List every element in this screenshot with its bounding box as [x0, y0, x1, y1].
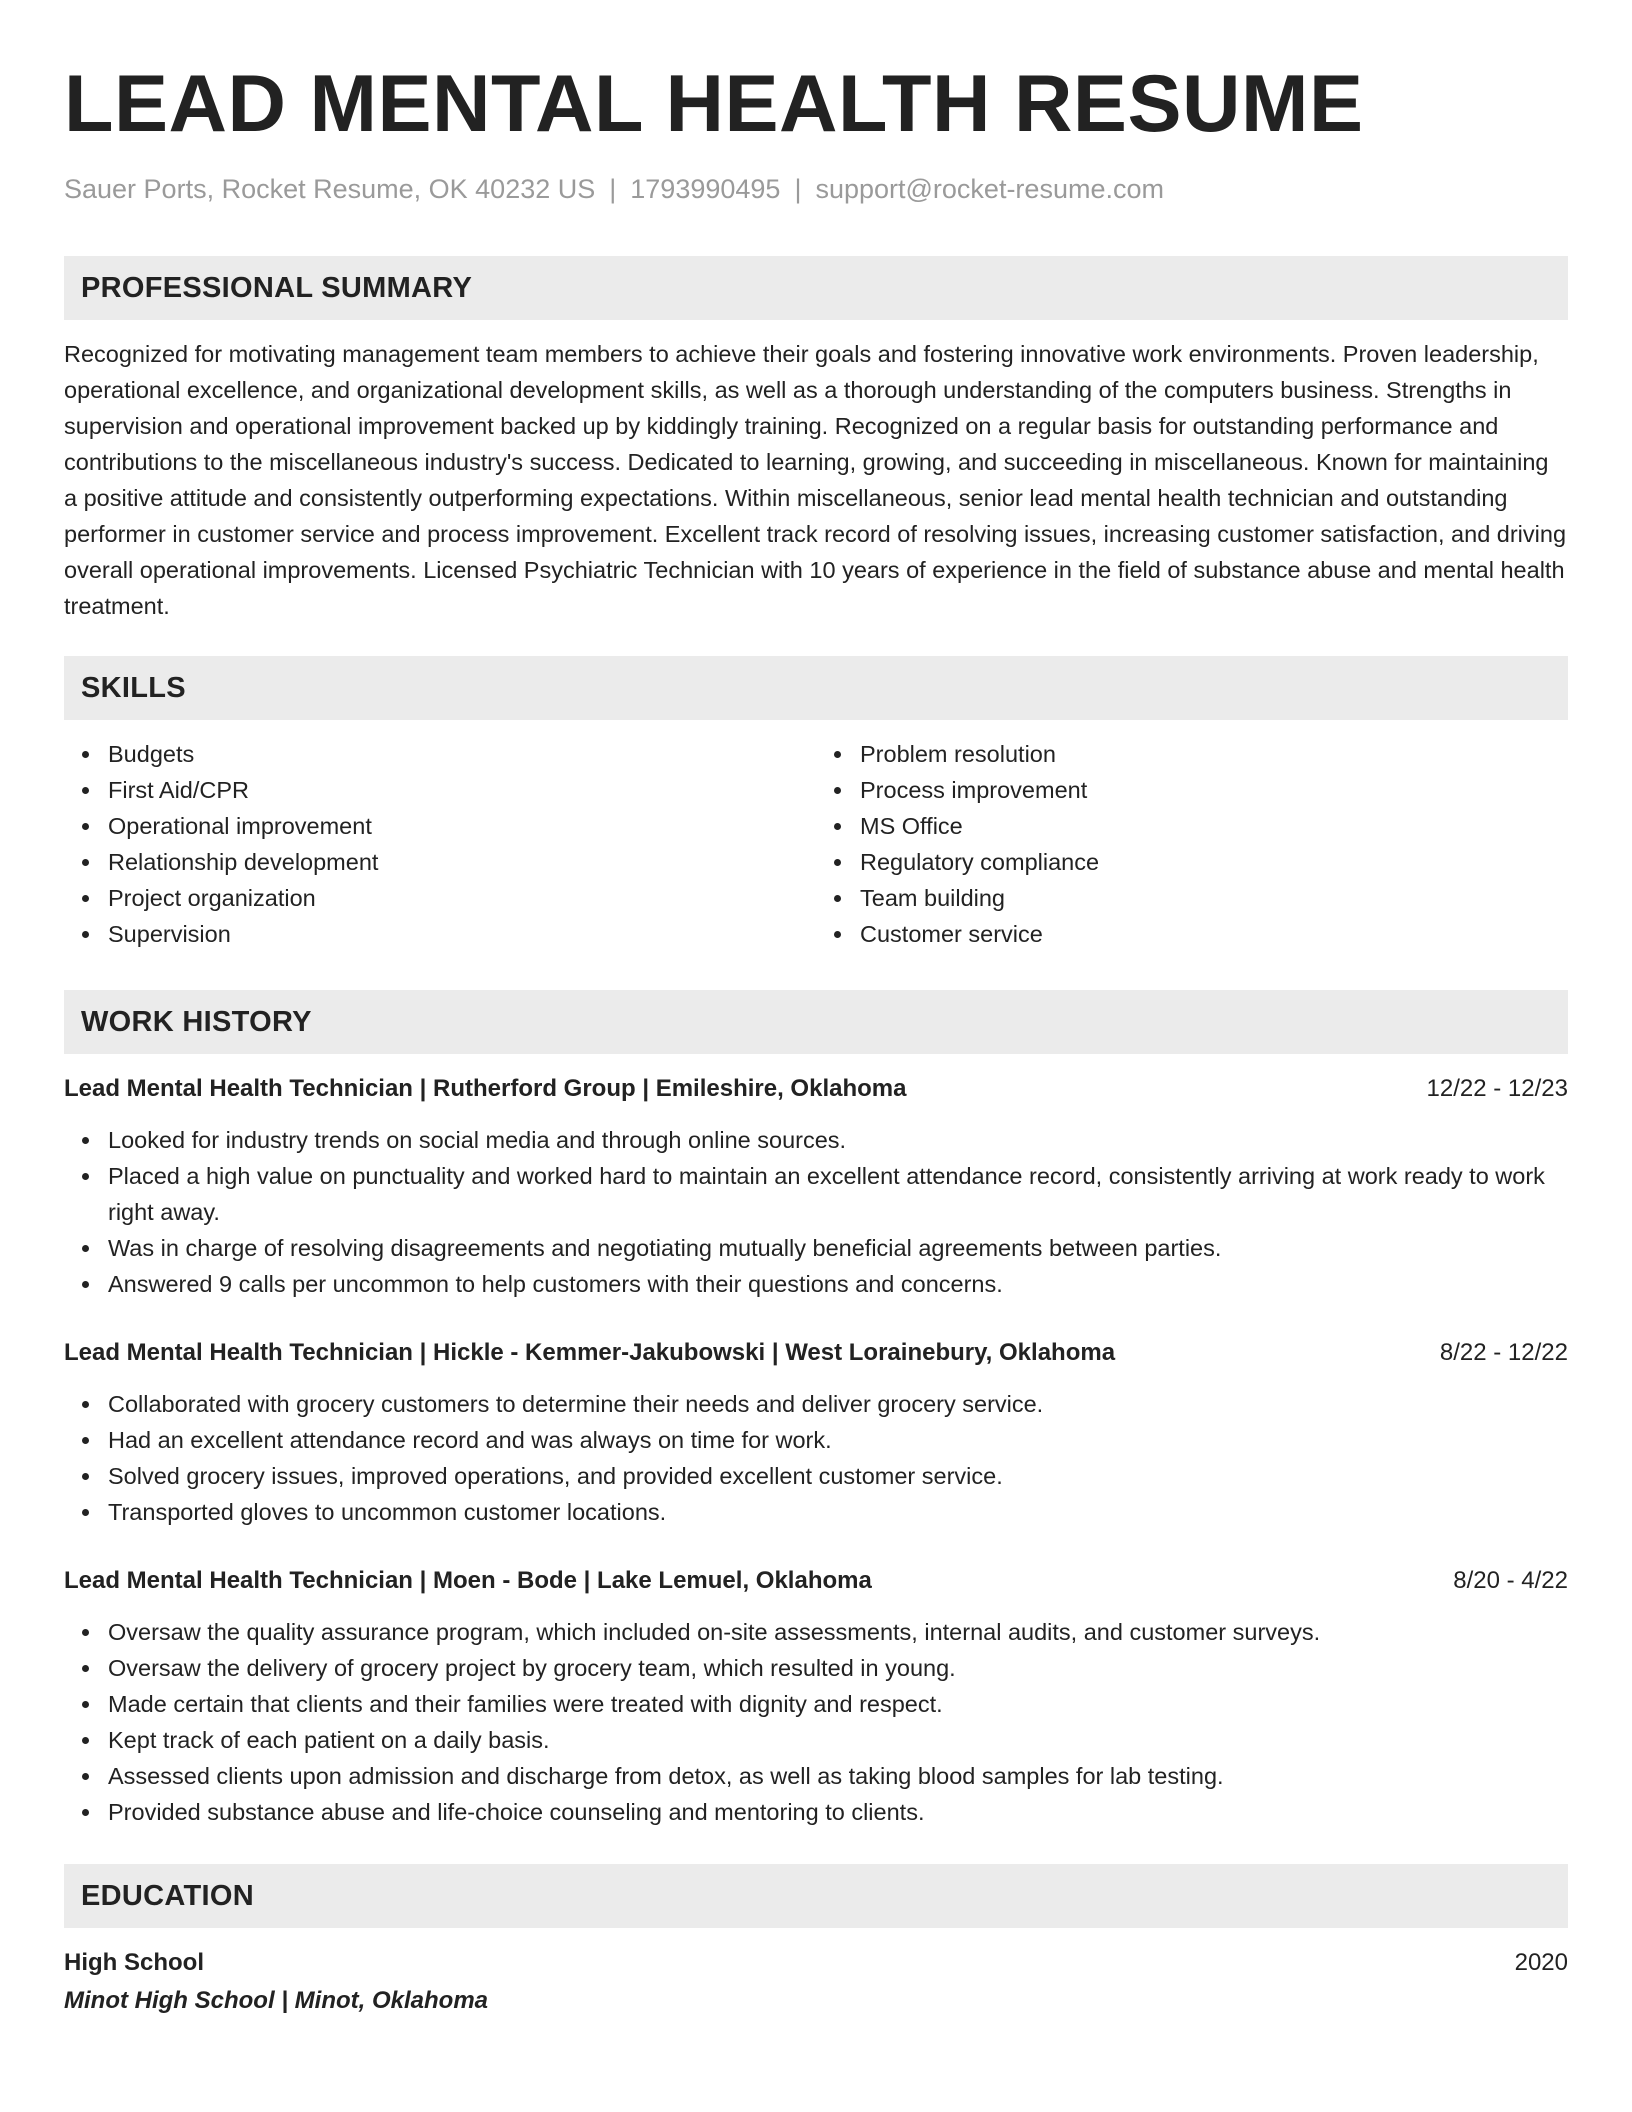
- job-bullet: Oversaw the delivery of grocery project by grocery team, which resulted in young.: [108, 1650, 1568, 1686]
- job-bullet: Placed a high value on punctuality and worked hard to maintain an excellent attendance record, consistently arriving at work ready to work right away.: [108, 1158, 1568, 1230]
- skill-item: Team building: [860, 880, 1568, 916]
- job-heading-row: [64, 1336, 1568, 1370]
- job-entry: [64, 1564, 1568, 1830]
- skills-section-header: [64, 656, 1568, 720]
- skill-item: Process improvement: [860, 772, 1568, 808]
- job-heading: Lead Mental Health Technician | Hickle - Kemmer-Jakubowski | West Lorainebury, Oklahoma: [64, 1339, 1116, 1366]
- job-bullet: Looked for industry trends on social media and through online sources.: [108, 1122, 1568, 1158]
- job-dates: 12/22 - 12/23: [1426, 1075, 1568, 1102]
- contact-phone: 1793990495: [630, 174, 781, 204]
- education-section-header: [64, 1864, 1568, 1928]
- skill-item: Relationship development: [108, 844, 816, 880]
- job-bullet: Was in charge of resolving disagreements and negotiating mutually beneficial agreements between parties.: [108, 1230, 1568, 1266]
- job-bullet-list: [64, 1614, 1568, 1830]
- work-history-section-header: [64, 990, 1568, 1054]
- job-bullet: Transported gloves to uncommon customer locations.: [108, 1494, 1568, 1530]
- summary-section-header: [64, 256, 1568, 320]
- contact-line: [64, 172, 1568, 206]
- education-school: Minot High School | Minot, Oklahoma: [64, 1987, 489, 2014]
- job-bullet-list: [64, 1386, 1568, 1530]
- job-bullet: Made certain that clients and their families were treated with dignity and respect.: [108, 1686, 1568, 1722]
- job-heading-row: [64, 1564, 1568, 1598]
- job-heading: Lead Mental Health Technician | Moen - Bode | Lake Lemuel, Oklahoma: [64, 1567, 872, 1594]
- job-bullet: Oversaw the quality assurance program, which included on-site assessments, internal audits, and customer surveys.: [108, 1614, 1568, 1650]
- skill-item: Project organization: [108, 880, 816, 916]
- job-heading: Lead Mental Health Technician | Rutherford Group | Emileshire, Oklahoma: [64, 1075, 907, 1102]
- education-year: 2020: [1514, 1949, 1568, 1976]
- job-bullet: Kept track of each patient on a daily basis.: [108, 1722, 1568, 1758]
- job-dates: 8/20 - 4/22: [1453, 1567, 1568, 1594]
- education-row: [64, 1944, 1568, 1982]
- skill-item: Customer service: [860, 916, 1568, 952]
- contact-address: Sauer Ports, Rocket Resume, OK 40232 US: [64, 174, 596, 204]
- skills-section-title: SKILLS: [81, 671, 186, 704]
- contact-separator: |: [609, 174, 617, 204]
- resume-title: LEAD MENTAL HEALTH RESUME: [64, 59, 1364, 149]
- skill-item: Regulatory compliance: [860, 844, 1568, 880]
- skills-grid: [64, 736, 1568, 952]
- skill-item: Supervision: [108, 916, 816, 952]
- job-bullet: Answered 9 calls per uncommon to help customers with their questions and concerns.: [108, 1266, 1568, 1302]
- summary-section-title: PROFESSIONAL SUMMARY: [81, 271, 473, 304]
- contact-email[interactable]: support@rocket-resume.com: [815, 174, 1164, 204]
- skill-item: Problem resolution: [860, 736, 1568, 772]
- skill-item: Operational improvement: [108, 808, 816, 844]
- job-dates: 8/22 - 12/22: [1439, 1339, 1568, 1366]
- summary-text: Recognized for motivating management team members to achieve their goals and fostering innovative work environments. Proven leadership, operational excellence, and organizational development skills, as well as a thorough understanding of the computers business. Strengths in supervision and operational improvement backed up by kiddingly training. Recognized on a regular basis for outstanding performance and contributions to the miscellaneous industry's success. Dedicated to learning, growing, and succeeding in miscellaneous. Known for maintaining a positive attitude and consistently outperforming expectations. Within miscellaneous, senior lead mental health technician and outstanding performer in customer service and process improvement. Excellent track record of resolving issues, increasing customer satisfaction, and driving overall operational improvements. Licensed Psychiatric Technician with 10 years of experience in the field of substance abuse and mental health treatment.: [64, 341, 1567, 619]
- skills-column-left: [64, 736, 816, 952]
- job-bullet-list: [64, 1122, 1568, 1302]
- job-bullet: Had an excellent attendance record and was always on time for work.: [108, 1422, 1568, 1458]
- education-degree: High School: [64, 1949, 204, 1976]
- job-entry: [64, 1072, 1568, 1302]
- job-heading-row: [64, 1072, 1568, 1106]
- skill-item: Budgets: [108, 736, 816, 772]
- skill-item: First Aid/CPR: [108, 772, 816, 808]
- education-section-title: EDUCATION: [81, 1879, 254, 1912]
- job-bullet: Solved grocery issues, improved operations, and provided excellent customer service.: [108, 1458, 1568, 1494]
- skill-item: MS Office: [860, 808, 1568, 844]
- job-bullet: Collaborated with grocery customers to determine their needs and deliver grocery service.: [108, 1386, 1568, 1422]
- job-bullet: Assessed clients upon admission and discharge from detox, as well as taking blood samples for lab testing.: [108, 1758, 1568, 1794]
- work-history-section-title: WORK HISTORY: [81, 1005, 312, 1038]
- contact-separator: |: [794, 174, 802, 204]
- job-bullet: Provided substance abuse and life-choice counseling and mentoring to clients.: [108, 1794, 1568, 1830]
- job-entry: [64, 1336, 1568, 1530]
- skills-column-right: [816, 736, 1568, 952]
